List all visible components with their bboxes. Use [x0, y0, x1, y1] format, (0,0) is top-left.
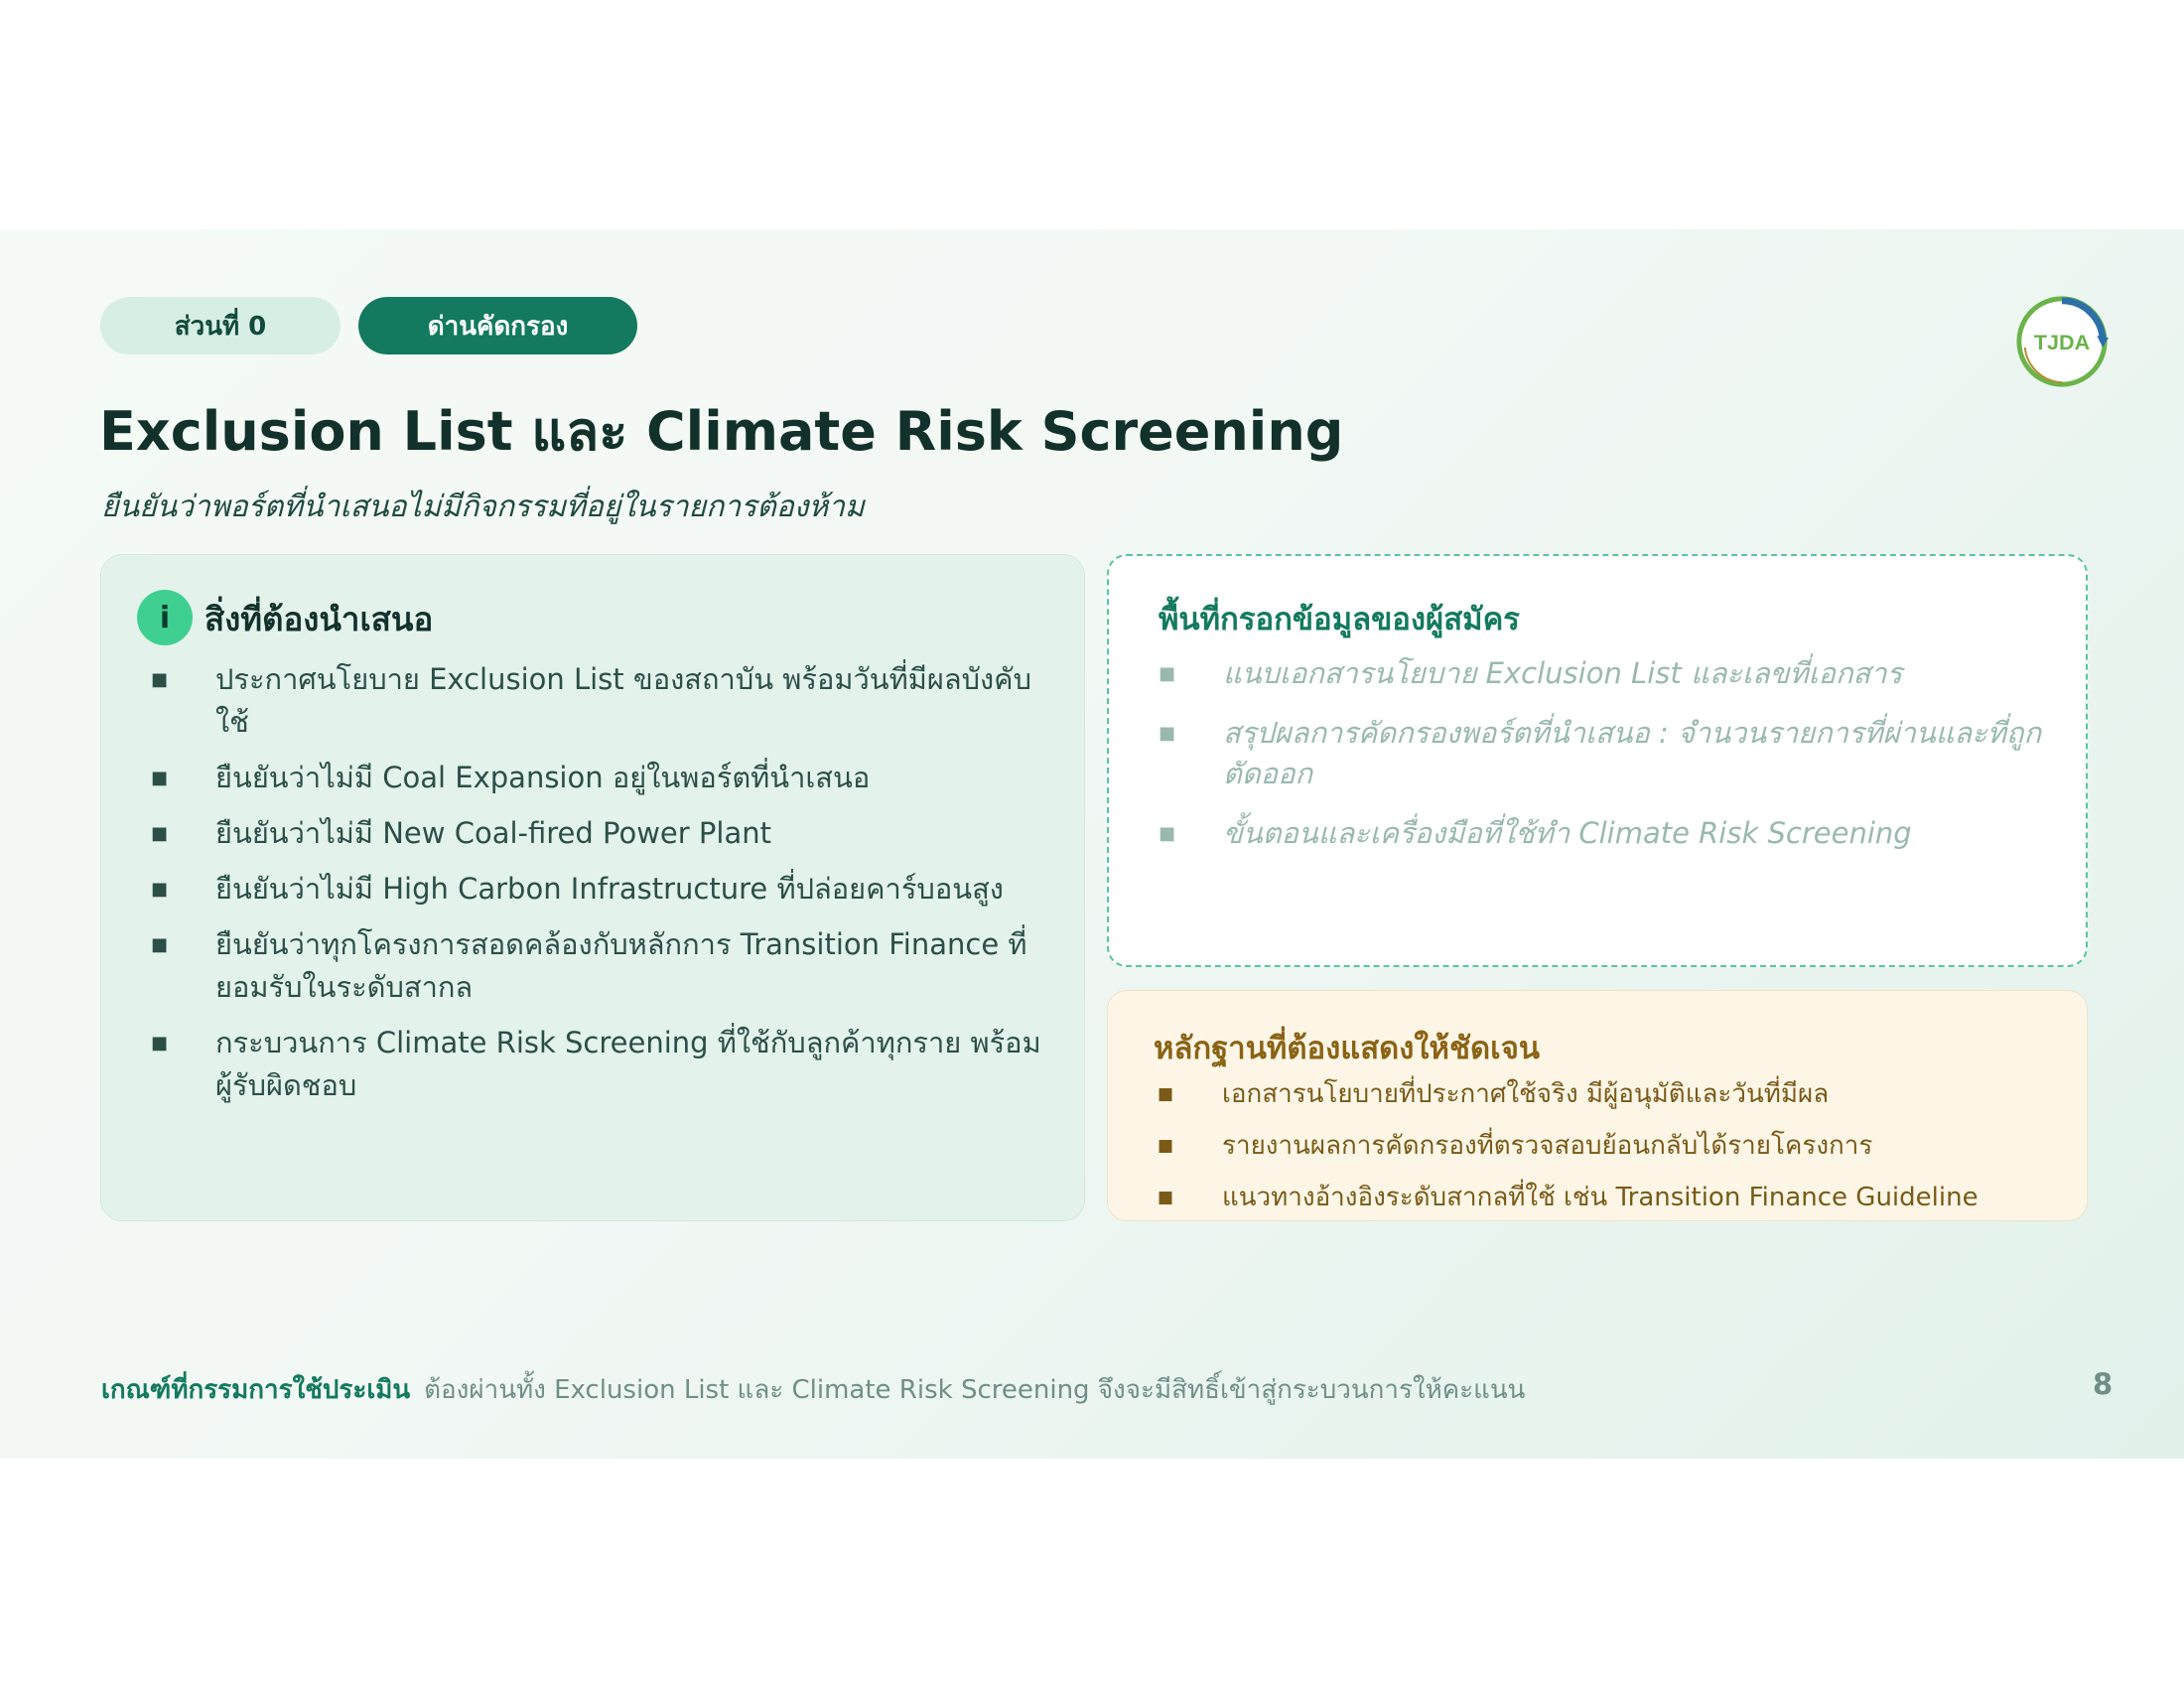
bullet-icon: ■	[151, 934, 169, 955]
list-item: ■ แนวทางอ้างอิงระดับสากลที่ใช้ เช่น Transition Finance Guideline	[1158, 1180, 2071, 1215]
section-tag: ส่วนที่ 0	[100, 297, 341, 354]
slide	[0, 229, 2184, 1459]
stage-tag: ด่านคัดกรอง	[358, 297, 637, 354]
applicant-input-list	[1159, 653, 2052, 873]
applicant-input-card[interactable]	[1107, 554, 2088, 967]
bullet-icon: ■	[151, 1033, 169, 1054]
evidence-heading: หลักฐานที่ต้องแสดงให้ชัดเจน	[1154, 1031, 1541, 1066]
page-number: 8	[2093, 1367, 2114, 1401]
bullet-icon: ■	[151, 768, 169, 788]
applicant-input-heading: พื้นที่กรอกข้อมูลของผู้สมัคร	[1159, 602, 1520, 637]
list-item: ■ รายงานผลการคัดกรองที่ตรวจสอบย้อนกลับได้รายโครงการ	[1158, 1128, 2071, 1164]
page-title: Exclusion List และ Climate Risk Screening	[99, 400, 1344, 463]
bullet-icon: ■	[151, 669, 169, 690]
footer-text: ต้องผ่านทั้ง Exclusion List และ Climate Risk Screening จึงจะมีสิทธิ์เข้าสู่กระบวนการให้คะแนน	[424, 1375, 1526, 1405]
bullet-icon: ■	[1159, 663, 1176, 684]
tjda-logo	[2013, 293, 2111, 390]
evidence-card	[1107, 990, 2088, 1221]
list-item: ■ ยืนยันว่าทุกโครงการสอดคล้องกับหลักการ Transition Finance ที่ยอมรับในระดับสากล	[151, 923, 1044, 1009]
footer-label: เกณฑ์ที่กรรมการใช้ประเมิน	[101, 1375, 411, 1405]
list-item: ■ ยืนยันว่าไม่มี New Coal-fired Power Plant	[151, 812, 1044, 855]
info-icon: i	[137, 590, 193, 645]
list-item: ■ กระบวนการ Climate Risk Screening ที่ใช้กับลูกค้าทุกราย พร้อมผู้รับผิดชอบ	[151, 1022, 1044, 1107]
list-item: ■ ประกาศนโยบาย Exclusion List ของสถาบัน พร้อมวันที่มีผลบังคับใช้	[151, 658, 1044, 744]
list-item: ■ ยืนยันว่าไม่มี High Carbon Infrastructure ที่ปล่อยคาร์บอนสูง	[151, 868, 1044, 911]
page-subtitle: ยืนยันว่าพอร์ตที่นำเสนอไม่มีกิจกรรมที่อยู่ในรายการต้องห้าม	[101, 490, 865, 524]
requirements-heading: สิ่งที่ต้องนำเสนอ	[205, 600, 434, 638]
bullet-icon: ■	[1158, 1188, 1174, 1207]
bullet-icon: ■	[1159, 823, 1176, 844]
bullet-icon: ■	[151, 823, 169, 844]
list-item: ■ สรุปผลการคัดกรองพอร์ตที่นำเสนอ : จำนวนรายการที่ผ่านและที่ถูกตัดออก	[1159, 713, 2052, 794]
bullet-icon: ■	[1158, 1084, 1174, 1104]
evidence-list	[1158, 1076, 2071, 1231]
svg-text:TJDA: TJDA	[2033, 329, 2091, 354]
list-item: ■ ขั้นตอนและเครื่องมือที่ใช้ทำ Climate Risk Screening	[1159, 813, 2052, 854]
bullet-icon: ■	[1158, 1136, 1174, 1156]
footer	[101, 1369, 1525, 1410]
bullet-icon: ■	[151, 879, 169, 900]
requirements-card	[100, 554, 1085, 1221]
requirements-list	[151, 658, 1044, 1120]
list-item: ■ ยืนยันว่าไม่มี Coal Expansion อยู่ในพอร์ตที่นำเสนอ	[151, 757, 1044, 799]
bullet-icon: ■	[1159, 723, 1176, 744]
list-item: ■ เอกสารนโยบายที่ประกาศใช้จริง มีผู้อนุมัติและวันที่มีผล	[1158, 1076, 2071, 1112]
list-item: ■ แนบเอกสารนโยบาย Exclusion List และเลขที่เอกสาร	[1159, 653, 2052, 694]
